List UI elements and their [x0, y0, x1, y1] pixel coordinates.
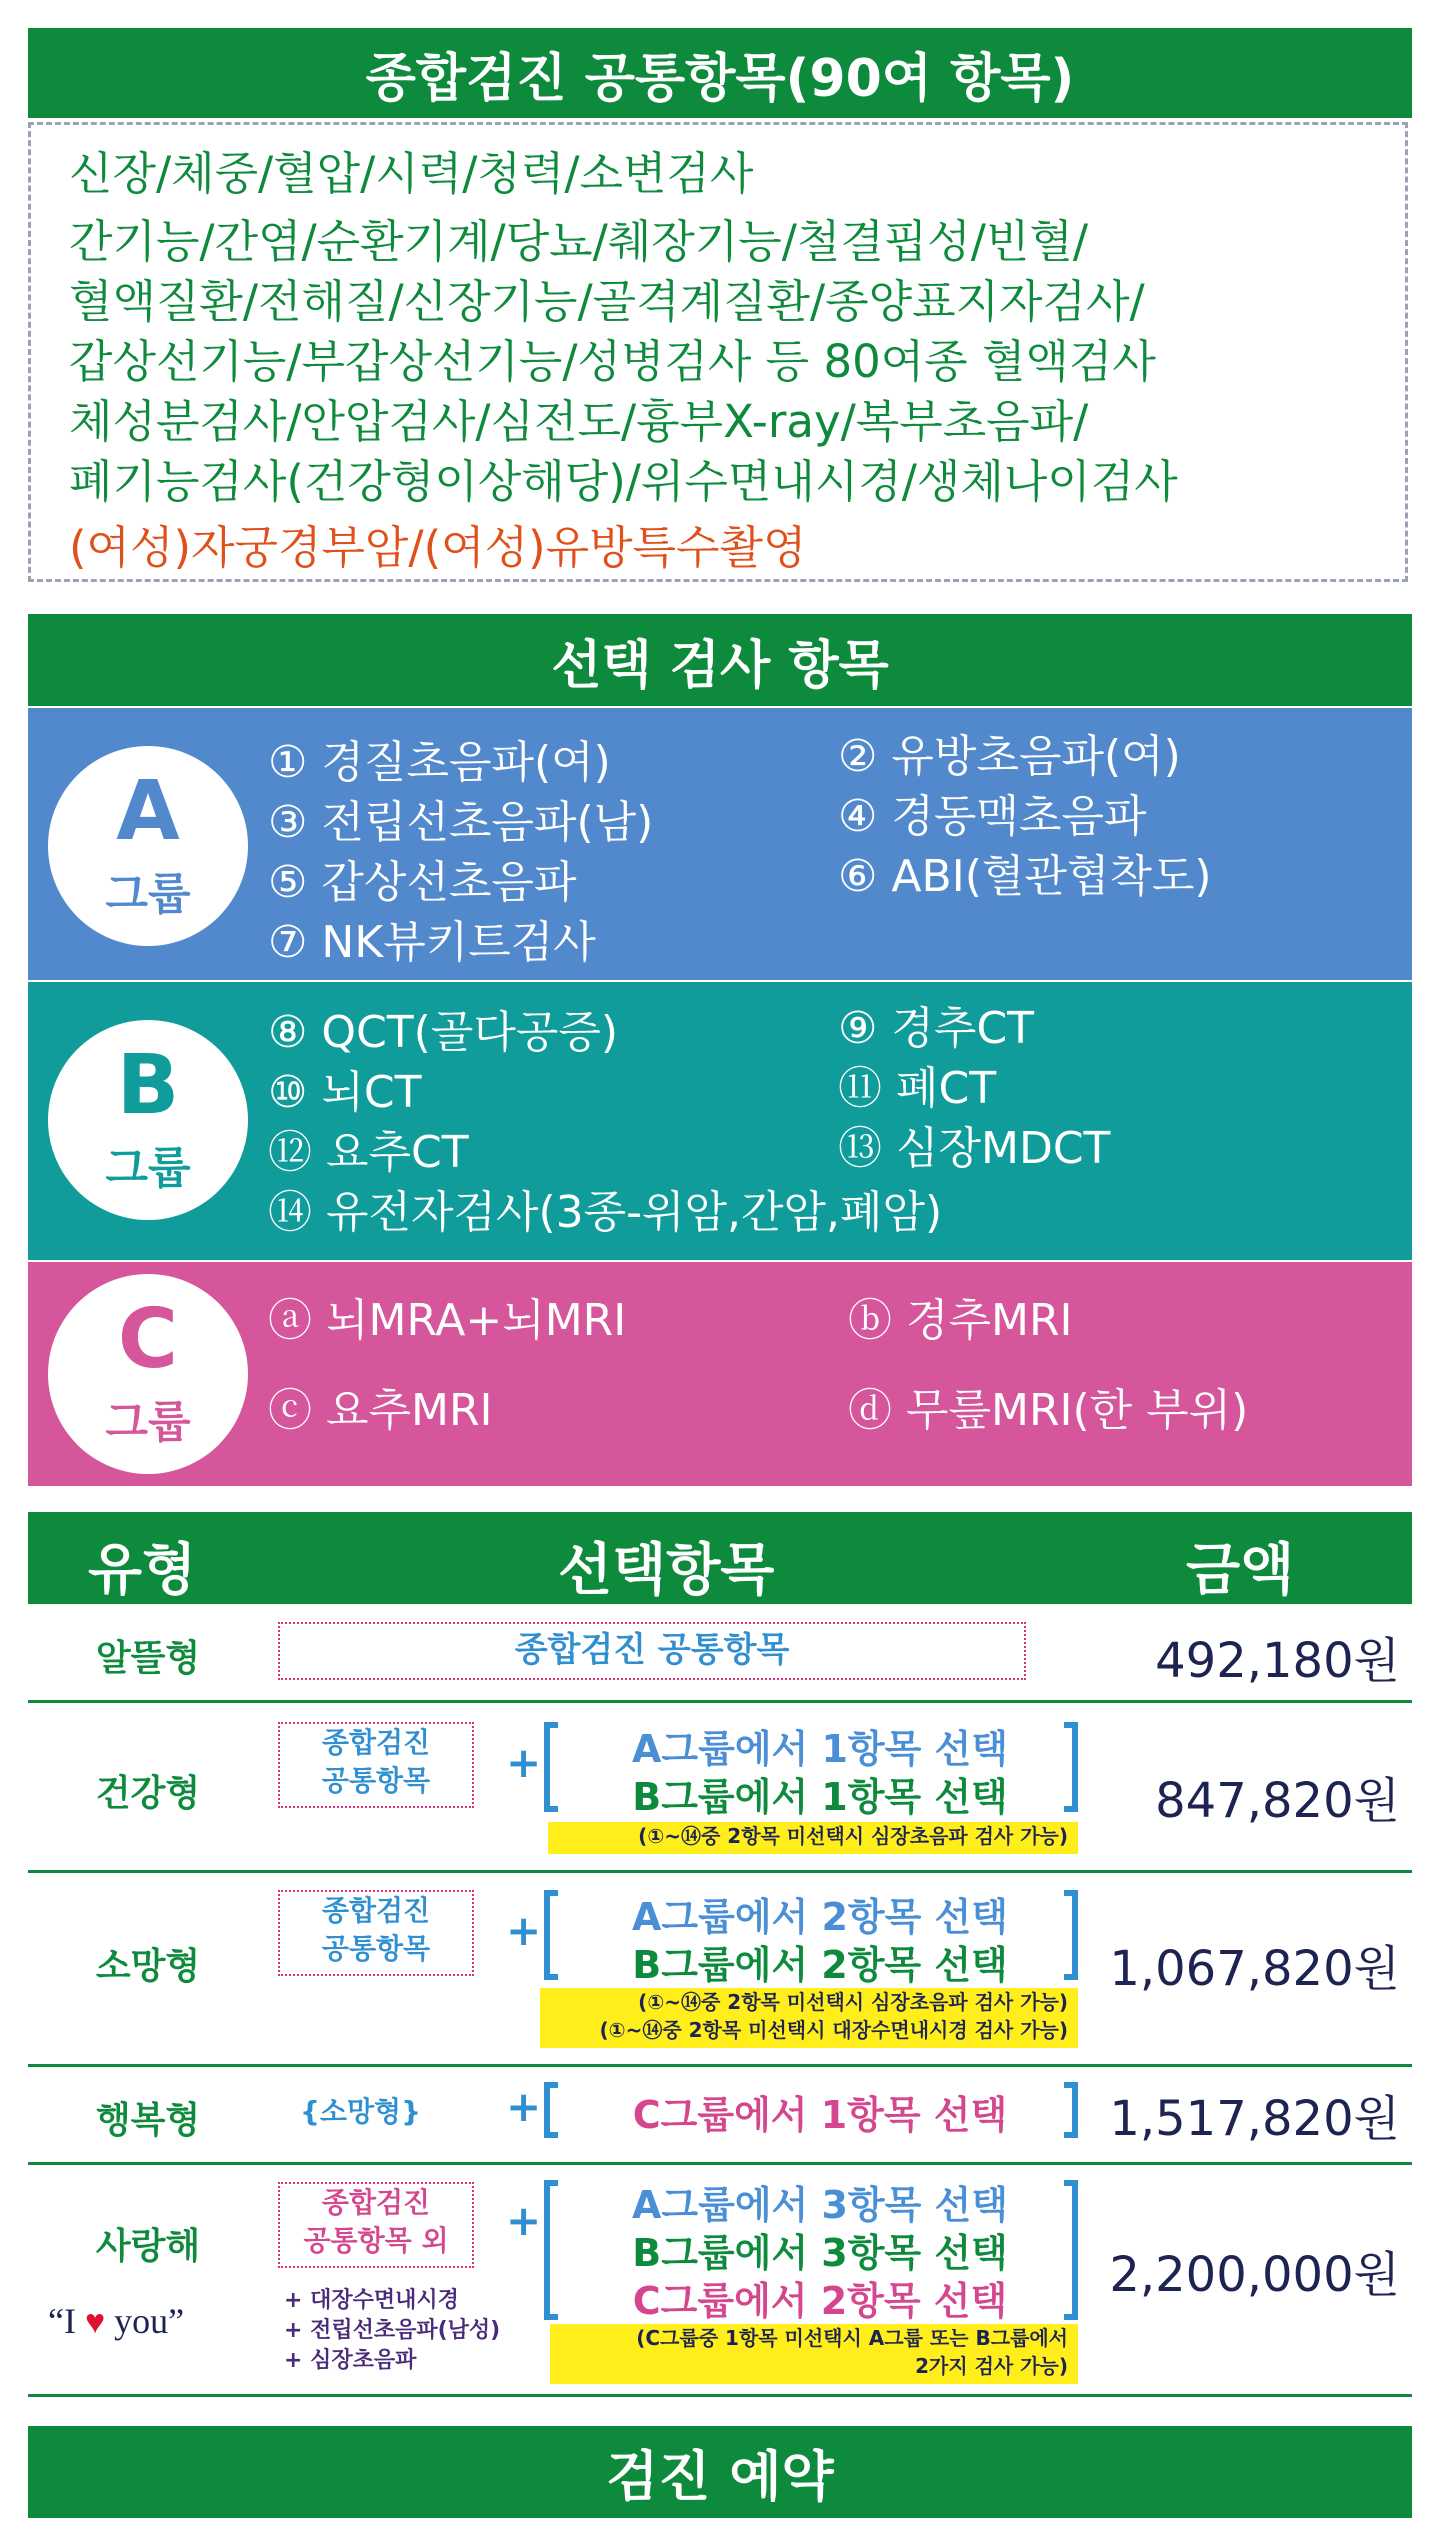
- base-line: 종합검진: [321, 1894, 431, 1927]
- common-line: 갑상선기능/부갑상선기능/성병검사 등 80여종 혈액검사: [69, 335, 1156, 388]
- plus-sign: +: [506, 2196, 542, 2245]
- optional-title: 선택 검사 항목: [28, 614, 1412, 706]
- group-letter: C: [117, 1292, 179, 1387]
- bracket-right: [1064, 1722, 1078, 1812]
- base-line: 공통항목: [321, 1932, 431, 1965]
- group-item: ⑤ 갑상선초음파: [268, 857, 577, 908]
- group-item: ⓓ 무릎MRI(한 부위): [848, 1385, 1249, 1436]
- pricing-header: [28, 1512, 1412, 1604]
- group-item: ⑦ NK뷰키트검사: [268, 917, 596, 968]
- tagline-left: “I: [48, 2301, 76, 2341]
- group-item: ⓑ 경추MRI: [848, 1295, 1073, 1346]
- group-label: 그룹: [105, 1397, 191, 1448]
- selection-line: B그룹에서 2항목 선택: [632, 1943, 1008, 1987]
- bracket-left: [544, 2180, 558, 2320]
- group-letter: B: [116, 1038, 180, 1133]
- common-line: 폐기능검사(건강형이상해당)/위수면내시경/생체나이검사: [69, 455, 1178, 508]
- extra-item: + 전립선초음파(남성): [284, 2318, 501, 2343]
- base-line: 공통항목 외: [303, 2224, 449, 2257]
- common-line: 혈액질환/전해질/신장기능/골격계질환/종양표지자검사/: [69, 275, 1145, 328]
- group-c-panel: [28, 1262, 1412, 1486]
- group-label: 그룹: [105, 869, 191, 920]
- group-letter: A: [116, 764, 180, 859]
- common-items-box: [28, 122, 1408, 582]
- group-item: ④ 경동맥초음파: [838, 791, 1147, 842]
- common-items-ref: [278, 2182, 474, 2268]
- common-line: 간기능/간염/순환기계/당뇨/췌장기능/철결핍성/빈혈/: [69, 215, 1088, 268]
- condition-note: [550, 2324, 1078, 2384]
- group-b-badge: [48, 1020, 248, 1220]
- plan-name-somang: 소망형: [95, 1946, 201, 1987]
- group-item: ① 경질초음파(여): [268, 737, 611, 788]
- bracket-left: [544, 1722, 558, 1812]
- base-line: 종합검진: [321, 1726, 431, 1759]
- reserve-button[interactable]: 검진 예약: [28, 2426, 1412, 2518]
- plan-price: 492,180원: [1155, 1633, 1400, 1689]
- selection-line: B그룹에서 1항목 선택: [632, 1775, 1008, 1819]
- extra-item: + 대장수면내시경: [284, 2288, 459, 2313]
- group-item: ⓒ 요추MRI: [268, 1385, 493, 1436]
- group-item: ⑧ QCT(골다공증): [268, 1007, 619, 1058]
- bracket-left: [544, 1890, 558, 1980]
- group-item: ⑪ 폐CT: [838, 1063, 997, 1114]
- col-price: 금액: [1186, 1538, 1295, 1603]
- plan-name-haengbok: 행복형: [95, 2100, 201, 2141]
- group-item: ⑥ ABI(혈관협착도): [838, 851, 1212, 902]
- common-line: 체성분검사/안압검사/심전도/흉부X-ray/복부초음파/: [69, 395, 1089, 448]
- selection-line: C그룹에서 1항목 선택: [632, 2093, 1008, 2137]
- common-line: 신장/체중/혈압/시력/청력/소변검사: [69, 147, 754, 200]
- selection-line: C그룹에서 2항목 선택: [632, 2279, 1008, 2323]
- bracket-right: [1064, 2082, 1078, 2138]
- row-divider: [28, 2394, 1412, 2397]
- group-a-panel: [28, 708, 1412, 980]
- common-items-ref: 종합검진 공통항목: [278, 1622, 1026, 1680]
- group-b-panel: [28, 982, 1412, 1260]
- selection-line: A그룹에서 2항목 선택: [632, 1895, 1008, 1939]
- bracket-right: [1064, 2180, 1078, 2320]
- group-c-badge: [48, 1274, 248, 1474]
- row-divider: [28, 1700, 1412, 1703]
- col-selection: 선택항목: [558, 1538, 775, 1603]
- note-line: (①~⑭중 2항목 미선택시 심장초음파 검사 가능): [638, 1990, 1068, 2014]
- group-a-badge: [48, 746, 248, 946]
- selection-line: B그룹에서 3항목 선택: [632, 2231, 1008, 2275]
- extra-item: + 심장초음파: [284, 2348, 417, 2373]
- selection-line: A그룹에서 1항목 선택: [632, 1727, 1008, 1771]
- tagline: [48, 2300, 258, 2342]
- condition-note: [540, 1988, 1078, 2048]
- common-items-title: 종합검진 공통항목(90여 항목): [28, 28, 1412, 118]
- group-item: ③ 전립선초음파(남): [268, 797, 654, 848]
- group-item: ② 유방초음파(여): [838, 731, 1181, 782]
- plan-price: 1,517,820원: [1109, 2091, 1400, 2147]
- base-line: 종합검진: [321, 2186, 431, 2219]
- row-divider: [28, 1870, 1412, 1873]
- plan-name-geongang: 건강형: [95, 1773, 201, 1814]
- group-label: 그룹: [105, 1143, 191, 1194]
- plus-sign: +: [506, 1738, 542, 1787]
- common-items-ref: [278, 1890, 474, 1976]
- group-item: ⑩ 뇌CT: [268, 1067, 422, 1118]
- note-line: (C그룹중 1항목 미선택시 A그룹 또는 B그룹에서: [636, 2326, 1068, 2350]
- heart-icon: ♥: [84, 2304, 106, 2341]
- condition-note: (①~⑭중 2항목 미선택시 심장초음파 검사 가능): [548, 1822, 1078, 1854]
- row-divider: [28, 2162, 1412, 2165]
- plan-name-saranghae: 사랑해: [95, 2226, 201, 2267]
- selection-line: A그룹에서 3항목 선택: [632, 2183, 1008, 2227]
- base-ref: {소망형}: [300, 2095, 422, 2128]
- plus-sign: +: [506, 2082, 542, 2131]
- group-item: ⑨ 경추CT: [838, 1003, 1035, 1054]
- note-line: (①~⑭중 2항목 미선택시 대장수면내시경 검사 가능): [599, 2018, 1068, 2042]
- bracket-left: [544, 2082, 558, 2138]
- group-item: ⓐ 뇌MRA+뇌MRI: [268, 1295, 627, 1346]
- plan-price: 847,820원: [1155, 1773, 1400, 1829]
- plan-price: 2,200,000원: [1109, 2247, 1400, 2303]
- common-items-ref: [278, 1722, 474, 1808]
- row-divider: [28, 2064, 1412, 2067]
- plus-sign: +: [506, 1906, 542, 1955]
- plan-name-altteul: 알뜰형: [95, 1638, 201, 1679]
- bracket-right: [1064, 1890, 1078, 1980]
- base-line: 공통항목: [321, 1764, 431, 1797]
- group-item: ⑭ 유전자검사(3종-위암,간암,폐암): [268, 1187, 943, 1238]
- note-line: 2가지 검사 가능): [915, 2354, 1068, 2378]
- col-type: 유형: [88, 1538, 197, 1603]
- group-item: ⑫ 요추CT: [268, 1127, 469, 1178]
- group-item: ⑬ 심장MDCT: [838, 1123, 1111, 1174]
- tagline-right: you”: [114, 2301, 185, 2341]
- plan-price: 1,067,820원: [1109, 1941, 1400, 1997]
- women-only-line: (여성)자궁경부암/(여성)유방특수촬영: [69, 521, 807, 574]
